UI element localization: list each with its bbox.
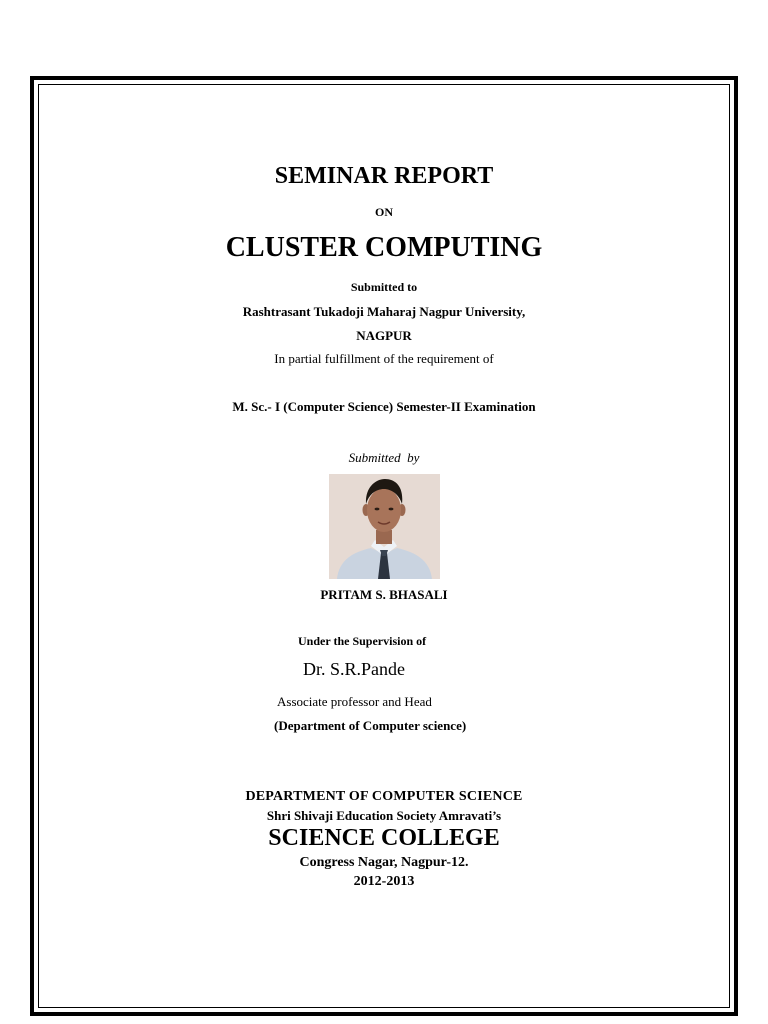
report-topic: CLUSTER COMPUTING: [225, 232, 543, 263]
department-heading: DEPARTMENT OF COMPUTER SCIENCE: [245, 789, 523, 804]
student-photo: [329, 474, 440, 579]
supervision-label: Under the Supervision of: [298, 634, 427, 648]
supervisor-designation: Associate professor and Head: [277, 694, 432, 709]
university-name: Rashtrasant Tukadoji Maharaj Nagpur University,: [242, 304, 526, 319]
fulfillment-text: In partial fulfillment of the requirement of: [274, 351, 494, 366]
university-city: NAGPUR: [356, 328, 412, 343]
examination-name: M. Sc.- I (Computer Science) Semester-II Examination: [232, 399, 536, 414]
college-address: Congress Nagar, Nagpur-12.: [299, 855, 469, 870]
society-name: Shri Shivaji Education Society Amravati’s: [266, 808, 502, 823]
academic-year: 2012-2013: [353, 874, 415, 889]
student-name: PRITAM S. BHASALI: [320, 587, 448, 602]
supervisor-name: Dr. S.R.Pande: [303, 659, 406, 679]
on-label: ON: [375, 205, 393, 219]
submitted-to-label: Submitted to: [350, 280, 418, 294]
supervisor-department: (Department of Computer science): [274, 718, 467, 733]
submitted-by-label: Submitted by: [348, 450, 420, 465]
report-title: SEMINAR REPORT: [274, 163, 494, 189]
college-name: SCIENCE COLLEGE: [268, 825, 500, 851]
